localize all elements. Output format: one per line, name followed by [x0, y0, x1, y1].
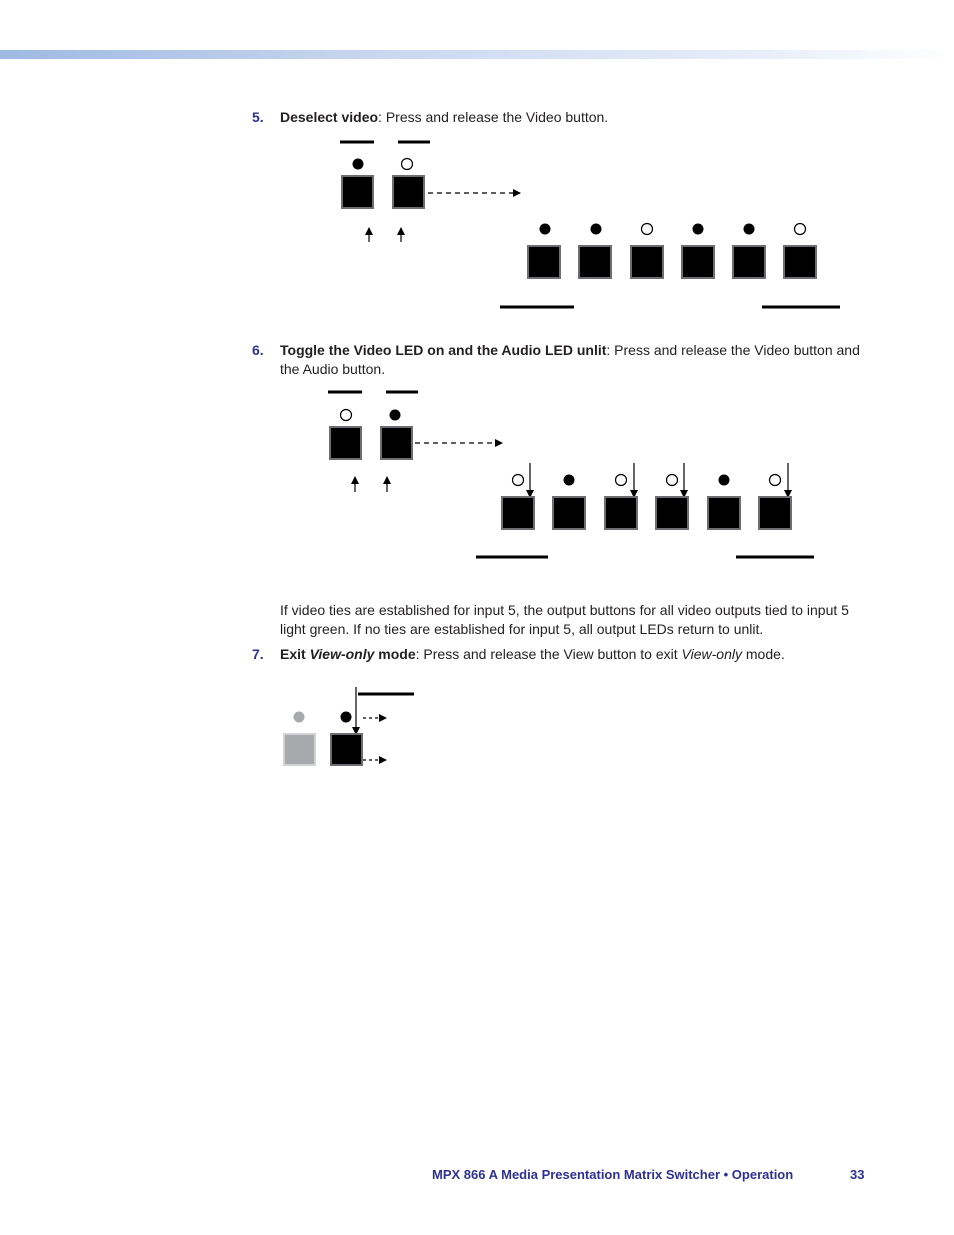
step-5-number: 5.: [252, 109, 264, 125]
preset-led: [294, 712, 305, 723]
step-7-text-a: : Press and release the View button to exit: [415, 646, 682, 662]
audio-led: [390, 410, 401, 421]
output-button-1[interactable]: [502, 497, 534, 529]
output-button-2[interactable]: [579, 246, 611, 278]
output-led-2: [564, 475, 575, 486]
output-led-5: [744, 224, 755, 235]
diagram-step-6: [328, 392, 814, 557]
audio-button[interactable]: [393, 176, 424, 208]
note-paragraph: If video ties are established for input 5, the output buttons for all video outputs tied to input 5 light green. If no ties are established for input 5, all output LEDs return to unlit.: [280, 602, 849, 637]
step-7-title-a: Exit: [280, 646, 310, 662]
output-button-5[interactable]: [733, 246, 765, 278]
diagram-step-5: [340, 142, 840, 307]
video-button[interactable]: [342, 176, 373, 208]
audio-led: [402, 159, 413, 170]
output-led-4: [667, 475, 678, 486]
output-led-6: [795, 224, 806, 235]
output-led-2: [591, 224, 602, 235]
output-button-5[interactable]: [708, 497, 740, 529]
step-6-number: 6.: [252, 342, 264, 358]
audio-button[interactable]: [381, 427, 412, 459]
video-led: [341, 410, 352, 421]
footer-title: MPX 866 A Media Presentation Matrix Switcher • Operation: [432, 1167, 794, 1182]
output-button-3[interactable]: [631, 246, 663, 278]
output-led-3: [616, 475, 627, 486]
output-button-4[interactable]: [656, 497, 688, 529]
step-7-number: 7.: [252, 646, 264, 662]
step-7-text-b: mode.: [741, 646, 785, 662]
output-led-1: [513, 475, 524, 486]
footer: [432, 1167, 865, 1182]
view-button[interactable]: [331, 734, 362, 765]
step-6-title: Toggle the Video LED on and the Audio LED unlit: [280, 342, 607, 358]
output-button-3[interactable]: [605, 497, 637, 529]
preset-button[interactable]: [284, 734, 315, 765]
view-led: [341, 712, 352, 723]
output-led-4: [693, 224, 704, 235]
video-button[interactable]: [330, 427, 361, 459]
video-led: [353, 159, 364, 170]
output-led-6: [770, 475, 781, 486]
output-button-6[interactable]: [759, 497, 791, 529]
step-6-text: : Press and release the Video button and the Audio button.: [280, 342, 860, 377]
output-button-2[interactable]: [553, 497, 585, 529]
step-5-title: Deselect video: [280, 109, 379, 125]
step-5-text: : Press and release the Video button.: [378, 109, 609, 125]
output-button-1[interactable]: [528, 246, 560, 278]
step-7-title-b: mode: [374, 646, 416, 662]
output-led-3: [642, 224, 653, 235]
page-number: 33: [850, 1167, 865, 1182]
output-button-4[interactable]: [682, 246, 714, 278]
diagram-step-7: [284, 687, 414, 765]
output-led-5: [719, 475, 730, 486]
output-button-6[interactable]: [784, 246, 816, 278]
step-7-text-italic: View-only: [681, 646, 742, 662]
step-7-title-italic: View-only: [309, 646, 375, 662]
output-led-1: [540, 224, 551, 235]
